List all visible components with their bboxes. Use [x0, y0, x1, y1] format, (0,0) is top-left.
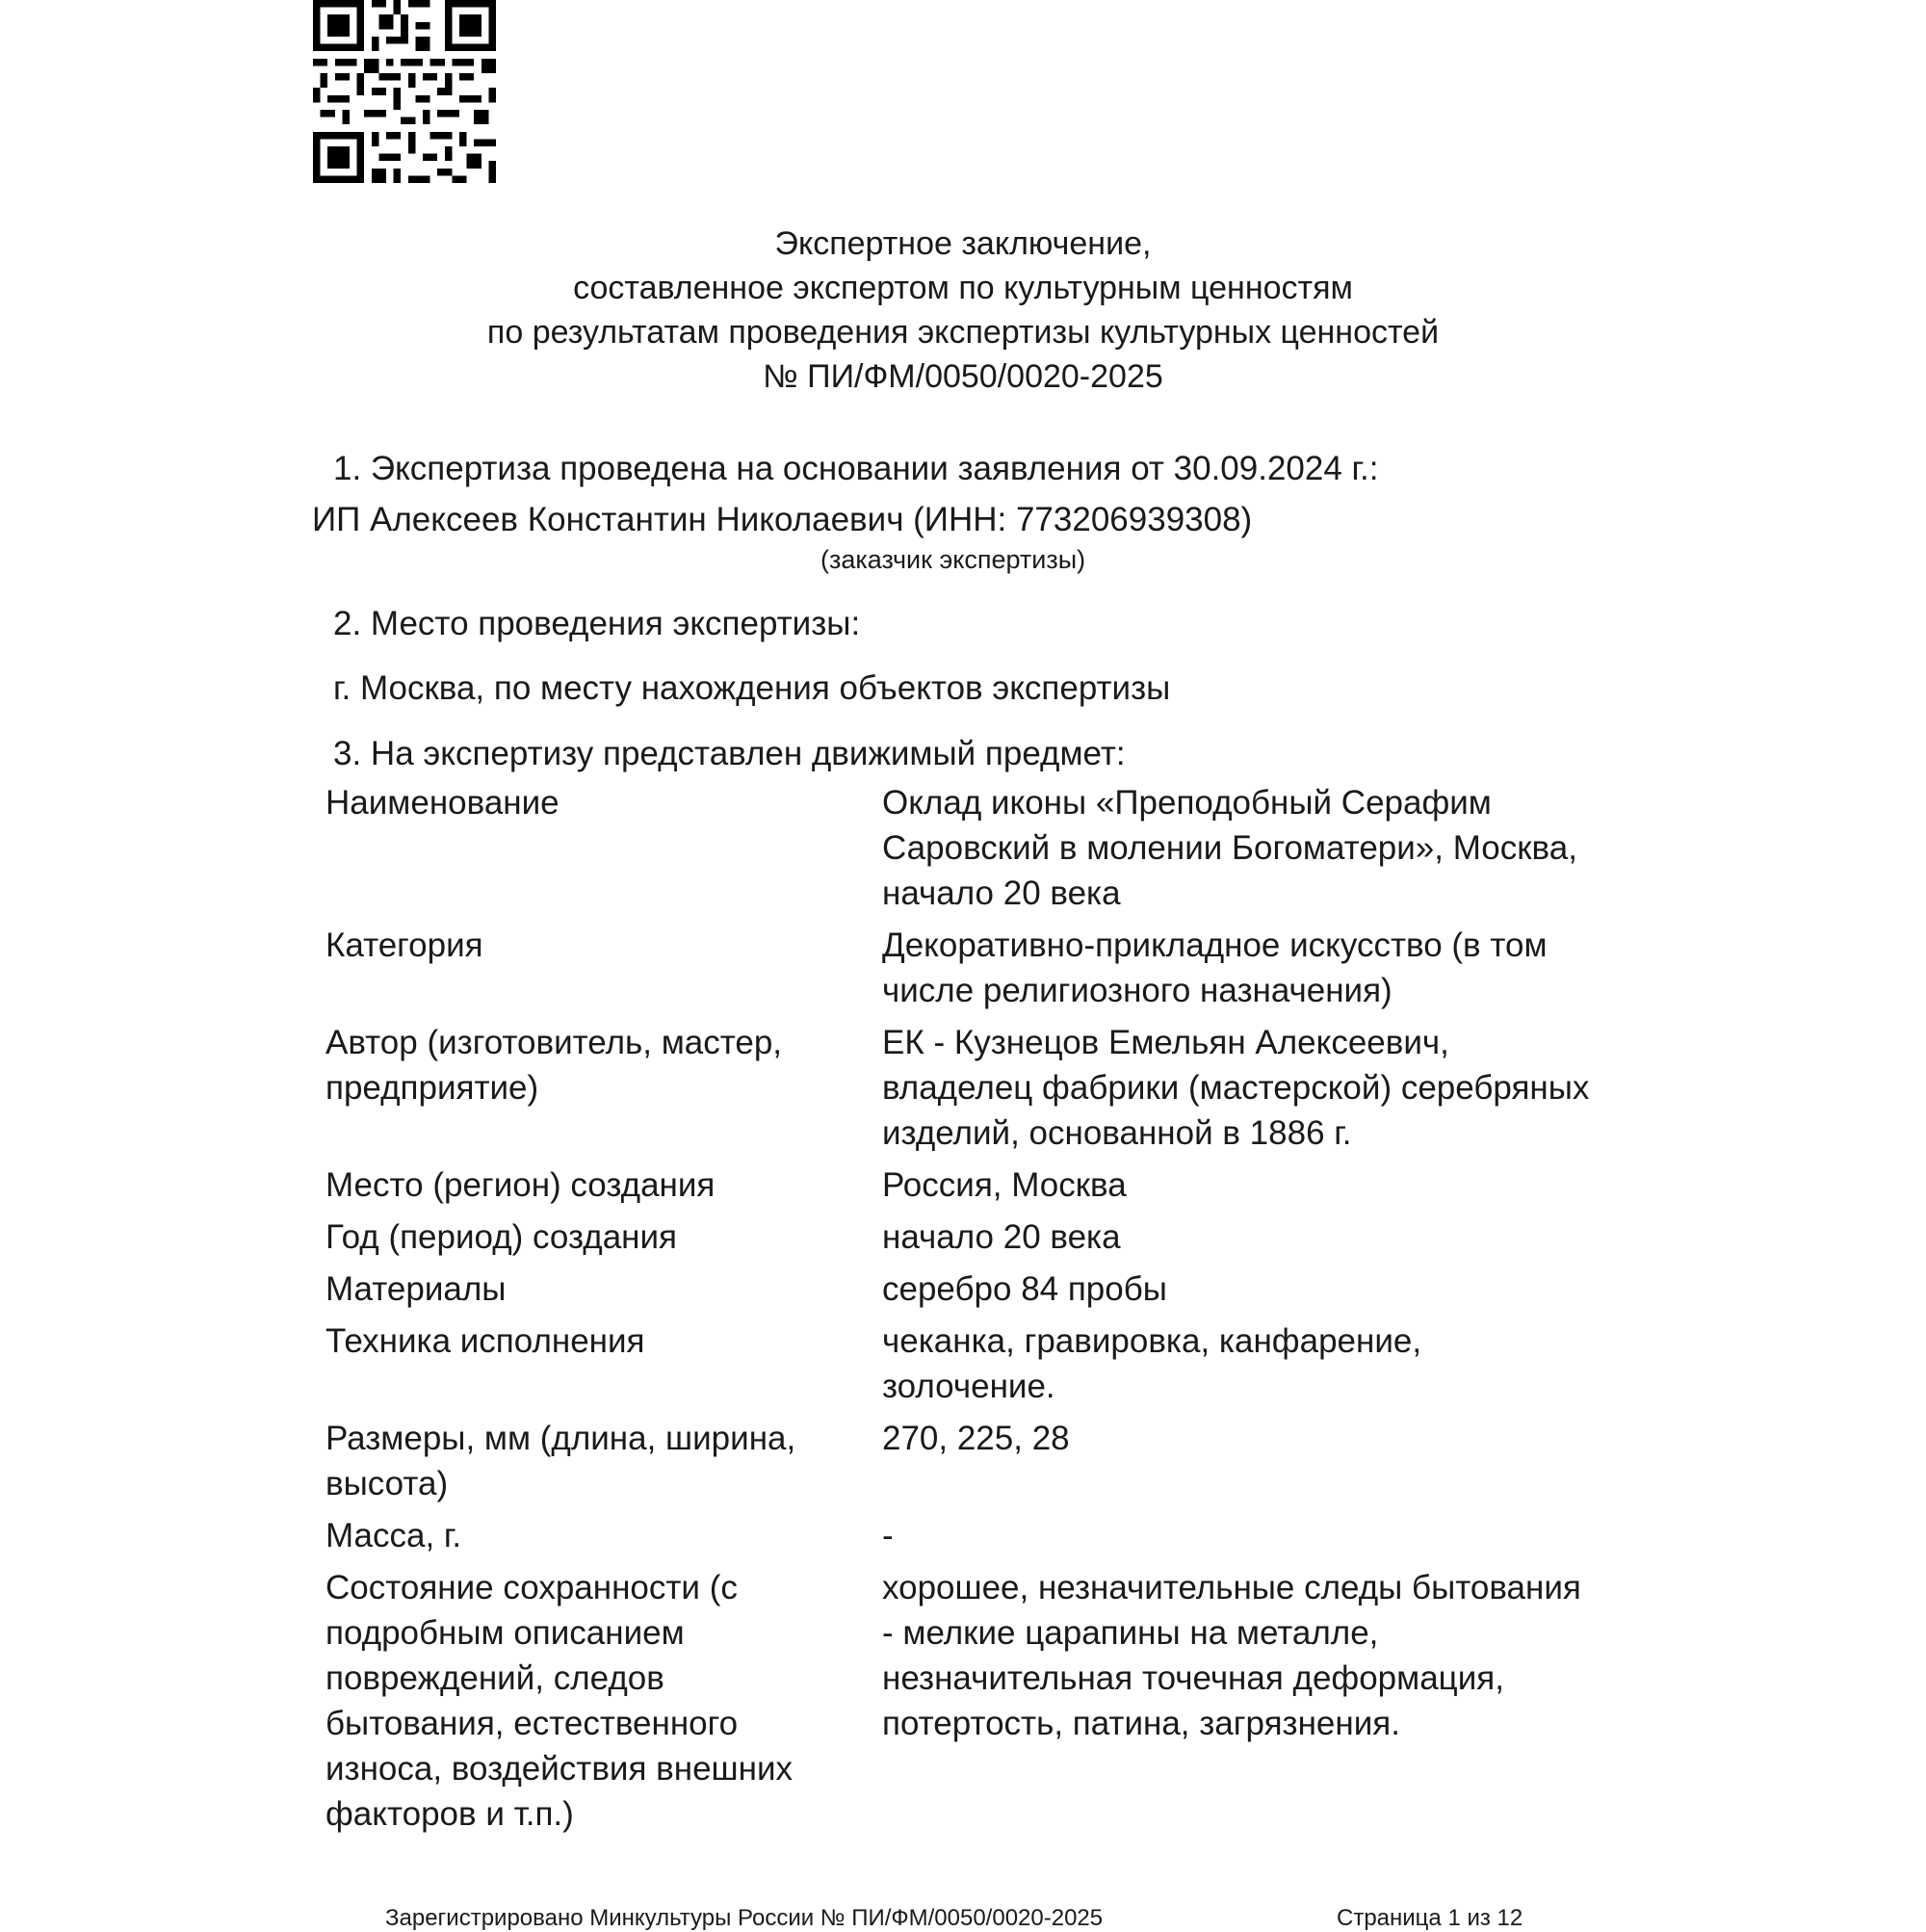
row-value [882, 1266, 1606, 1312]
row-label-line: Размеры, мм (длина, ширина, [325, 1420, 796, 1457]
row-value-line: 270, 225, 28 [882, 1420, 1070, 1457]
row-value [882, 1513, 1606, 1558]
row-value-line: Россия, Москва [882, 1166, 1127, 1204]
row-label-line: подробным описанием [325, 1614, 685, 1652]
title-line: составленное экспертом по культурным ценностям [573, 270, 1353, 306]
row-value-line: серебро 84 пробы [882, 1270, 1167, 1308]
customer-caption: (заказчик экспертизы) [820, 545, 1086, 574]
row-label-line: Год (период) создания [325, 1218, 678, 1256]
row-value [882, 1020, 1606, 1156]
row-label [325, 1162, 882, 1208]
row-label [325, 1565, 882, 1837]
table-row [325, 1162, 1606, 1208]
row-label-line: высота) [325, 1465, 449, 1502]
document-title [0, 222, 1926, 399]
row-label-line: износа, воздействия внешних [325, 1750, 793, 1788]
row-value [882, 1318, 1606, 1409]
qr-code [310, 0, 499, 183]
row-value-line: начало 20 века [882, 875, 1121, 912]
row-label-line: повреждений, следов [325, 1659, 664, 1697]
row-label-line: Техника исполнения [325, 1322, 645, 1360]
row-label [325, 1266, 882, 1312]
row-label [325, 1214, 882, 1260]
row-value [882, 1416, 1606, 1506]
table-row [325, 1513, 1606, 1558]
row-value-line: числе религиозного назначения) [882, 972, 1392, 1009]
page-number: Страница 1 из 12 [1337, 1905, 1523, 1931]
table-row [325, 923, 1606, 1013]
row-label-line: Наименование [325, 784, 560, 822]
row-value-line: ЕК - Кузнецов Емельян Алексеевич, [882, 1024, 1449, 1061]
row-value [882, 1565, 1606, 1837]
row-value-line: незначительная точечная деформация, [882, 1659, 1504, 1697]
registration-note: Зарегистрировано Минкультуры России № ПИ/ФМ/0050/0020-2025 [385, 1905, 1104, 1931]
row-value-line: владелец фабрики (мастерской) серебряных [882, 1069, 1590, 1107]
row-label [325, 1416, 882, 1506]
row-label [325, 780, 882, 916]
row-label-line: Материалы [325, 1270, 507, 1308]
table-row [325, 1020, 1606, 1156]
table-row [325, 1565, 1606, 1837]
row-value-line: изделий, основанной в 1886 г. [882, 1114, 1352, 1152]
section-3-heading: 3. На экспертизу представлен движимый предмет: [333, 735, 1126, 772]
row-label [325, 1513, 882, 1558]
row-label-line: Место (регион) создания [325, 1166, 716, 1204]
row-value-line: Оклад иконы «Преподобный Серафим [882, 784, 1492, 822]
row-label-line: Состояние сохранности (с [325, 1569, 738, 1606]
row-value-line: начало 20 века [882, 1218, 1121, 1256]
customer-name: ИП Алексеев Константин Николаевич (ИНН: 773206939308) [312, 501, 1253, 538]
row-value-line: хорошее, незначительные следы бытования [882, 1569, 1581, 1606]
row-label-line: Автор (изготовитель, мастер, [325, 1024, 783, 1061]
row-value-line: Саровский в молении Богоматери», Москва, [882, 829, 1577, 867]
table-row [325, 780, 1606, 916]
object-details-table [325, 780, 1606, 1843]
row-label-line: Масса, г. [325, 1517, 462, 1554]
row-label-line: предприятие) [325, 1069, 539, 1107]
title-line: № ПИ/ФМ/0050/0020-2025 [763, 358, 1163, 395]
table-row [325, 1266, 1606, 1312]
table-row [325, 1214, 1606, 1260]
table-row [325, 1416, 1606, 1506]
table-row [325, 1318, 1606, 1409]
row-label-line: бытования, естественного [325, 1705, 739, 1742]
row-label [325, 1318, 882, 1409]
title-line: по результатам проведения экспертизы культурных ценностей [486, 314, 1440, 351]
row-value [882, 1214, 1606, 1260]
row-label [325, 1020, 882, 1156]
row-value-line: чеканка, гравировка, канфарение, [882, 1322, 1422, 1360]
title-line: Экспертное заключение, [774, 225, 1152, 262]
section-1-heading: 1. Экспертиза проведена на основании заявления от 30.09.2024 г.: [333, 450, 1379, 487]
expertise-place: г. Москва, по месту нахождения объектов экспертизы [333, 669, 1171, 707]
row-label [325, 923, 882, 1013]
row-label-line: факторов и т.п.) [325, 1795, 574, 1833]
row-value-line: потертость, патина, загрязнения. [882, 1705, 1400, 1742]
row-value-line: Декоративно-прикладное искусство (в том [882, 927, 1548, 964]
section-2-heading: 2. Место проведения экспертизы: [333, 605, 861, 642]
row-value [882, 780, 1606, 916]
row-value-line: - [882, 1517, 894, 1554]
row-value-line: золочение. [882, 1368, 1055, 1405]
row-label-line: Категория [325, 927, 483, 964]
row-value-line: - мелкие царапины на металле, [882, 1614, 1379, 1652]
row-value [882, 1162, 1606, 1208]
row-value [882, 923, 1606, 1013]
